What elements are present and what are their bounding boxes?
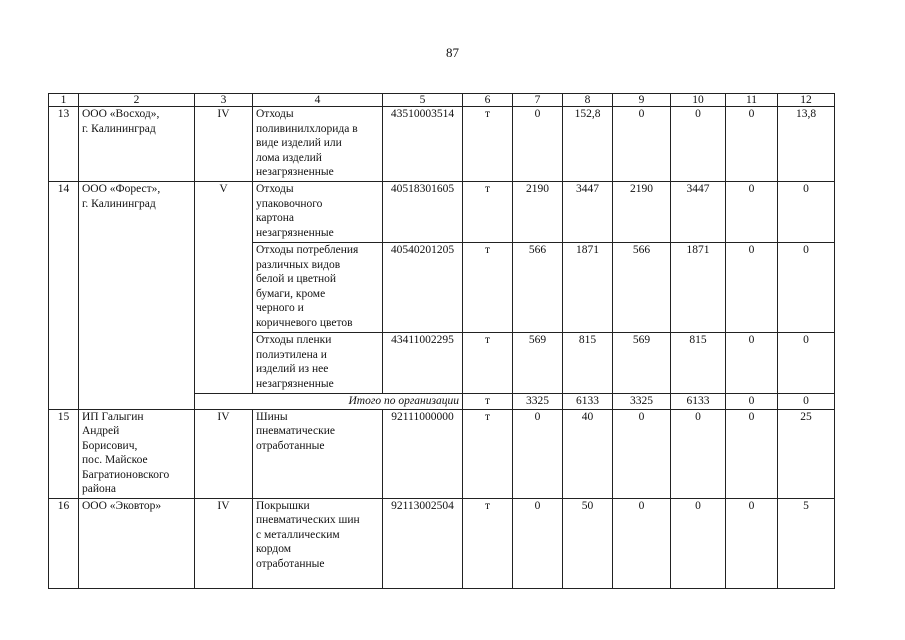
value-9: 0 [613,107,671,182]
value-8: 152,8 [563,107,613,182]
value-7: 2190 [513,182,563,243]
hazard-class: IV [195,107,253,182]
col-header: 11 [726,94,778,107]
unit: т [463,394,513,410]
waste-table [48,93,835,589]
unit: т [463,243,513,333]
waste-code: 40518301605 [383,182,463,243]
value-7: 566 [513,243,563,333]
waste-name: Шины пневматические отработанные [253,409,383,498]
waste-code: 92111000000 [383,409,463,498]
col-header: 2 [79,94,195,107]
waste-code: 92113002504 [383,498,463,588]
value-12: 0 [778,243,835,333]
organization: ООО «Эковтор» [79,498,195,588]
value-12: 0 [778,182,835,243]
value-8: 3447 [563,182,613,243]
value-7: 0 [513,498,563,588]
value-10: 1871 [671,243,726,333]
value-11: 0 [726,182,778,243]
page-number: 87 [446,45,459,60]
waste-code: 43510003514 [383,107,463,182]
value-9: 566 [613,243,671,333]
col-header: 7 [513,94,563,107]
value-11: 0 [726,409,778,498]
value-8: 815 [563,333,613,394]
table-row [49,409,835,498]
waste-code: 43411002295 [383,333,463,394]
value-11: 0 [726,333,778,394]
value-9: 0 [613,498,671,588]
total-value-7: 3325 [513,394,563,410]
unit: т [463,333,513,394]
value-12: 13,8 [778,107,835,182]
value-8: 50 [563,498,613,588]
col-header: 10 [671,94,726,107]
row-number: 16 [49,498,79,588]
value-9: 0 [613,409,671,498]
col-header: 5 [383,94,463,107]
row-number: 15 [49,409,79,498]
value-10: 0 [671,107,726,182]
total-value-12: 0 [778,394,835,410]
total-value-10: 6133 [671,394,726,410]
value-10: 815 [671,333,726,394]
organization: ООО «Восход», г. Калининград [79,107,195,182]
waste-name: Отходы упаковочного картона незагрязненные [253,182,383,243]
header-row [49,94,835,107]
waste-name: Отходы потребления различных видов белой и цветной бумаги, кроме черного и коричневого цветов [253,243,383,333]
hazard-class: IV [195,498,253,588]
value-7: 569 [513,333,563,394]
value-9: 2190 [613,182,671,243]
value-10: 0 [671,498,726,588]
value-11: 0 [726,243,778,333]
waste-code: 40540201205 [383,243,463,333]
value-10: 0 [671,409,726,498]
total-label: Итого по организации [195,394,463,410]
row-number: 14 [49,182,79,410]
unit: т [463,409,513,498]
value-7: 0 [513,409,563,498]
value-8: 40 [563,409,613,498]
table-row [49,182,835,243]
col-header: 12 [778,94,835,107]
value-9: 569 [613,333,671,394]
waste-name: Отходы поливинилхлорида в виде изделий или лома изделий незагрязненные [253,107,383,182]
value-7: 0 [513,107,563,182]
col-header: 4 [253,94,383,107]
total-value-8: 6133 [563,394,613,410]
value-11: 0 [726,107,778,182]
value-8: 1871 [563,243,613,333]
col-header: 1 [49,94,79,107]
col-header: 9 [613,94,671,107]
row-number: 13 [49,107,79,182]
value-12: 0 [778,333,835,394]
table-row [49,107,835,182]
hazard-class: IV [195,409,253,498]
total-value-11: 0 [726,394,778,410]
value-12: 25 [778,409,835,498]
organization: ИП Галыгин Андрей Борисович, пос. Майское Багратионовского района [79,409,195,498]
unit: т [463,107,513,182]
unit: т [463,498,513,588]
value-11: 0 [726,498,778,588]
col-header: 3 [195,94,253,107]
col-header: 6 [463,94,513,107]
organization: ООО «Форест», г. Калининград [79,182,195,410]
value-12: 5 [778,498,835,588]
value-10: 3447 [671,182,726,243]
table-row [49,498,835,588]
waste-name: Покрышки пневматических шин с металлическим кордом отработанные [253,498,383,588]
total-value-9: 3325 [613,394,671,410]
col-header: 8 [563,94,613,107]
hazard-class: V [195,182,253,394]
waste-name: Отходы пленки полиэтилена и изделий из нее незагрязненные [253,333,383,394]
unit: т [463,182,513,243]
